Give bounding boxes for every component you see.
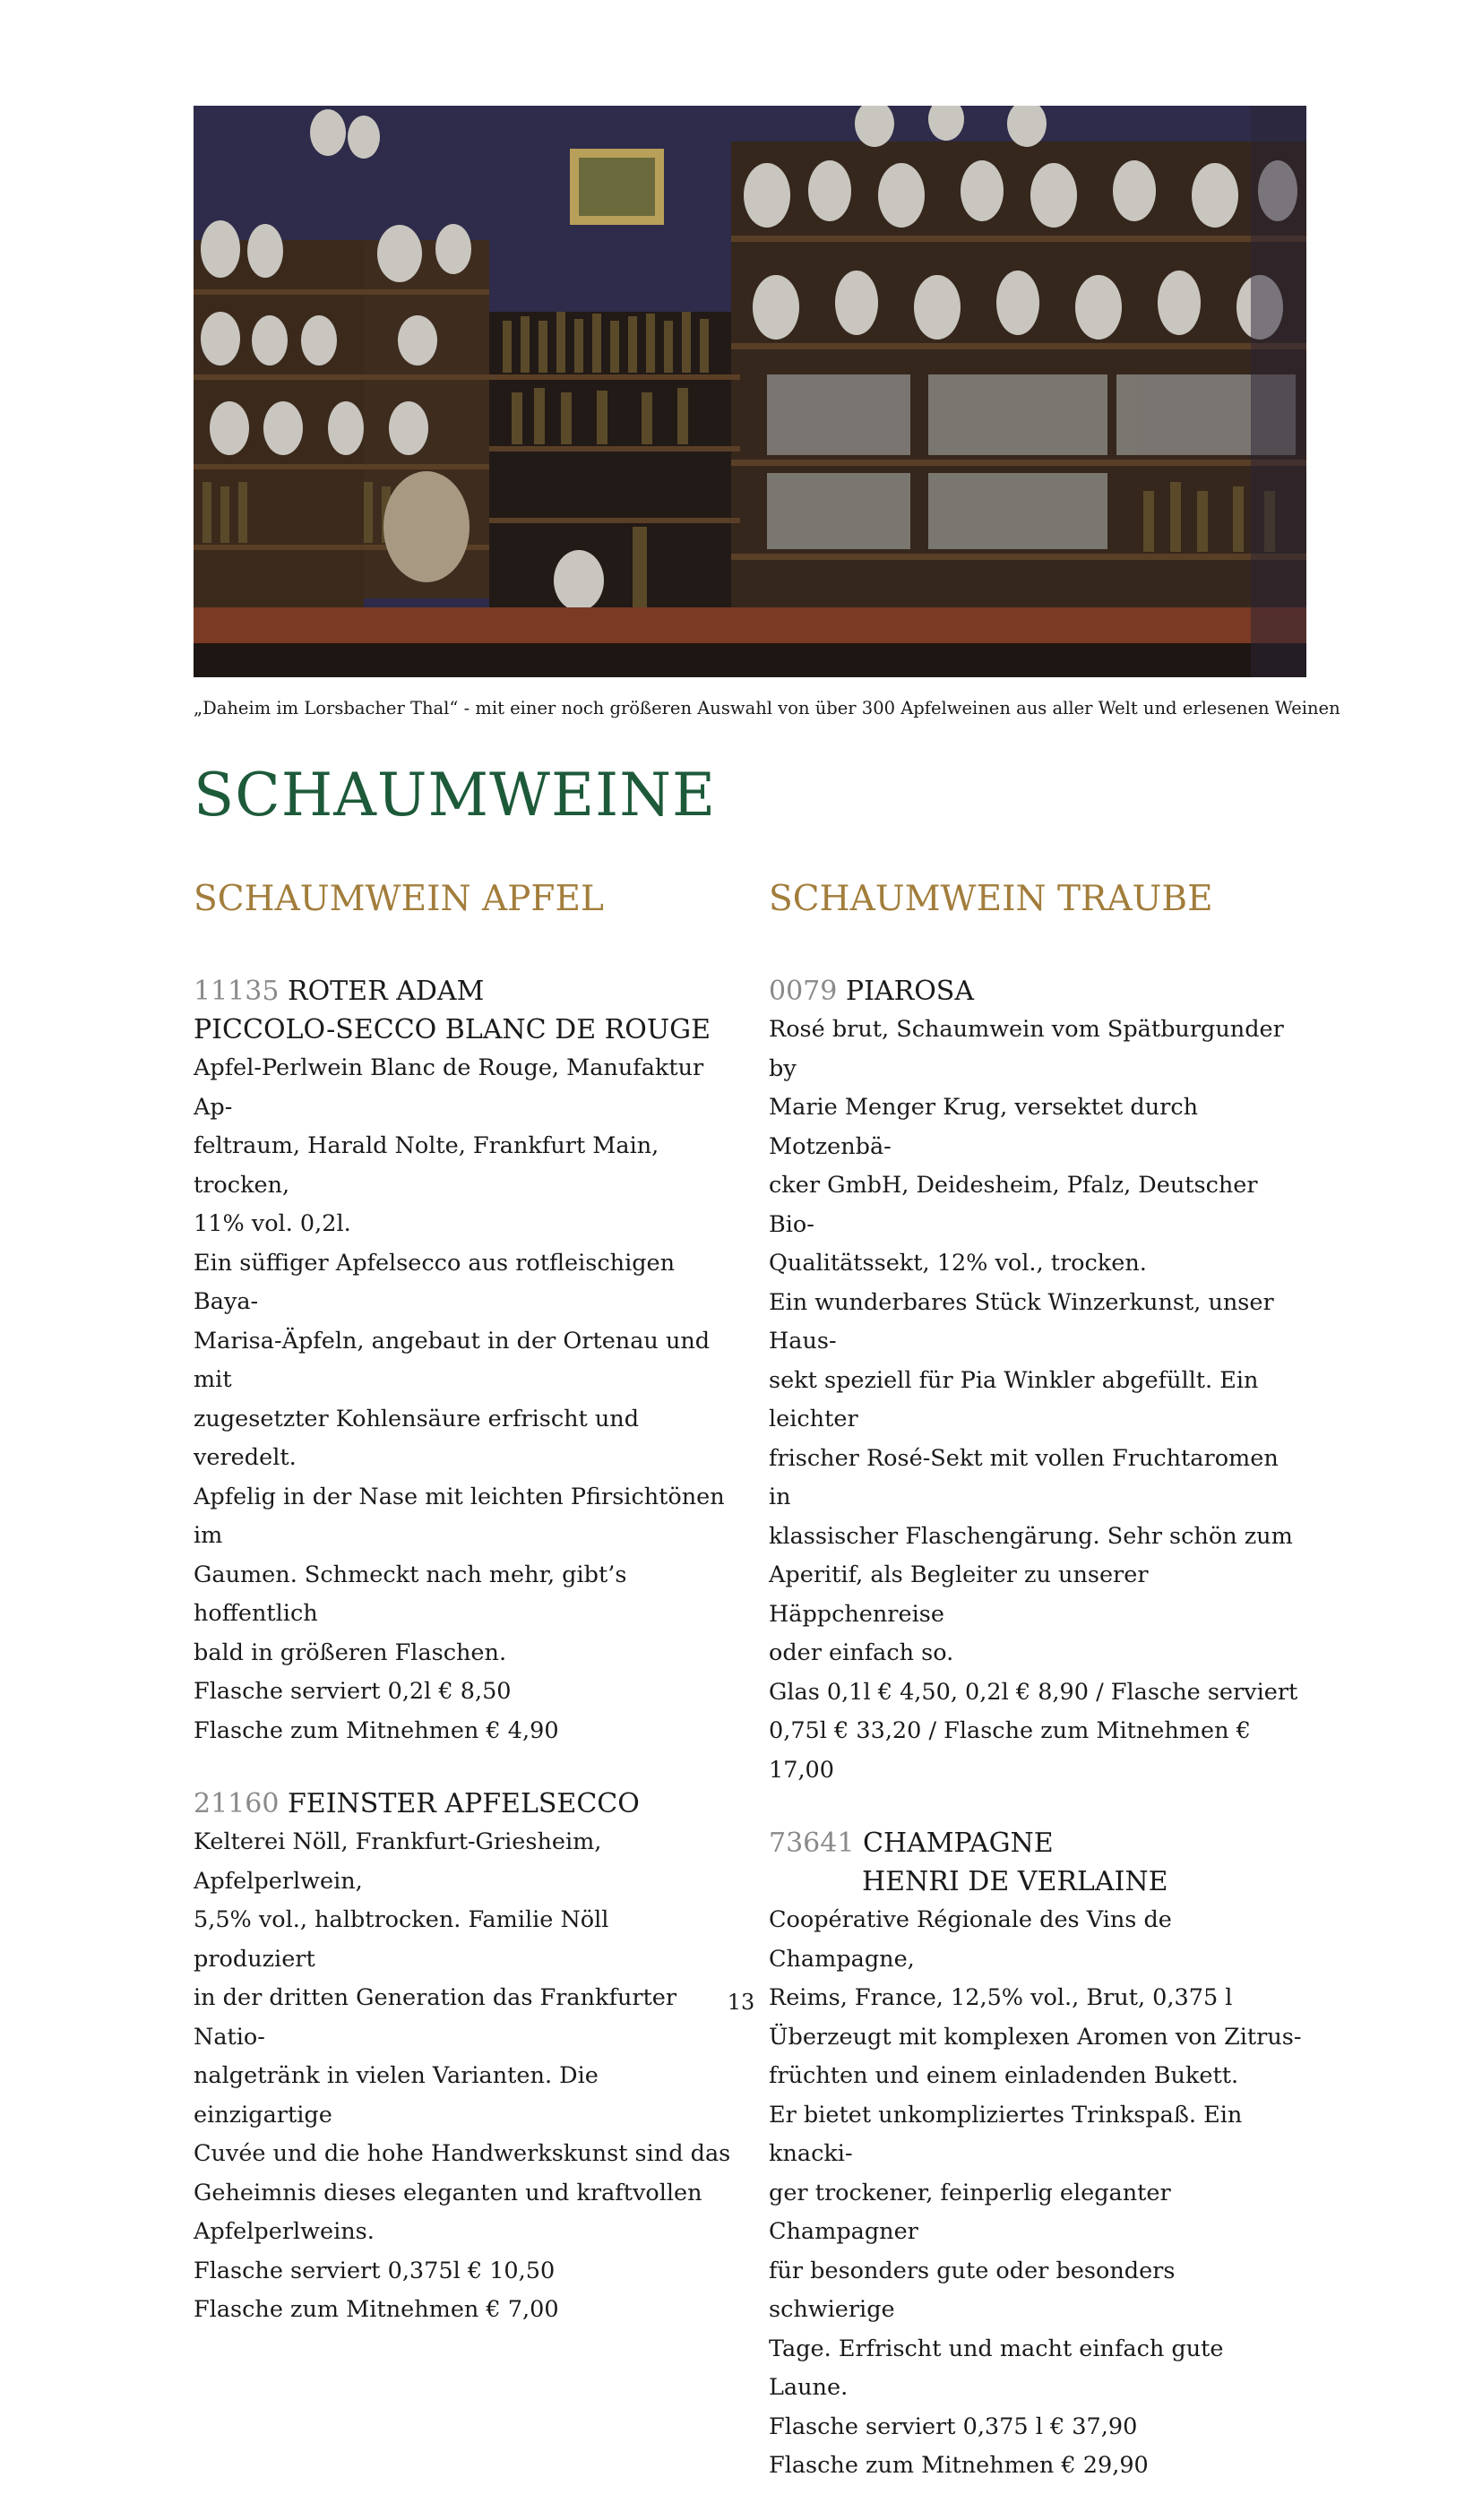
item-name: CHAMPAGNE [862,1828,1054,1859]
section-title: SCHAUMWEINE [194,761,717,830]
item-heading [194,972,731,1049]
column-schaumwein-traube [769,876,1306,2520]
item-number: 21160 [194,1788,280,1819]
item-name: PIAROSA [845,976,975,1007]
category-title: SCHAUMWEIN TRAUBE [769,879,1213,919]
item-description: Coopérative Régionale des Vins de Champagne, Reims, France, 12,5% vol., Brut, 0,375 l Überzeugt mit komplexen Aromen von Zitrus- früchten und einem einladenden Bukett. Er bietet unkompliziertes Trinkspaß. Ein knacki- ger trockener, feinperlig eleganter Champagner für besonders gute oder besonders schwierige Tage. Erfrischt und macht einfach gute Laune. Flasche serviert 0,375 l € 37,90 Flasche zum Mitnehmen € 29,90 [769,1906,1302,2479]
bar-shelves-photo [194,106,1306,677]
item-description: Apfel-Perlwein Blanc de Rouge, Manufaktur Ap- feltraum, Harald Nolte, Frankfurt Main, trocken, 11% vol. 0,2l. Ein süffiger Apfelsecco aus rotfleischigen Baya- Marisa-Äpfeln, angebaut in der Ortenau und mit zugesetzter Kohlensäure erfrischt und veredelt. Apfelig in der Nase mit leichten Pfirsichtönen im Gaumen. Schmeckt nach mehr, gibt’s hoffentlich bald in größeren Flaschen. Flasche serviert 0,2l € 8,50 Flasche zum Mitnehmen € 4,90 [194,1054,725,1744]
item-heading [769,972,1306,1011]
menu-item [194,1785,731,2330]
menu-item [769,972,1306,1790]
category-title: SCHAUMWEIN APFEL [194,879,604,919]
column-schaumwein-apfel [194,876,731,2364]
item-number: 0079 [769,976,838,1007]
menu-item [769,1824,1306,2486]
item-description: Rosé brut, Schaumwein vom Spätburgunder by Marie Menger Krug, versektet durch Motzenbä- cker GmbH, Deidesheim, Pfalz, Deutscher Bio- Qualitätssekt, 12% vol., trocken. Ein wunderbares Stück Winzerkunst, unser Haus- sekt speziell für Pia Winkler abgefüllt. Ein leichter frischer Rosé-Sekt mit vollen Fruchtaromen in klassischer Flaschengärung. Sehr schön zum Aperitif, als Begleiter zu unserer Häppchenreise oder einfach so. Glas 0,1l € 4,50, 0,2l € 8,90 / Flasche serviert 0,75l € 33,20 / Flasche zum Mitnehmen € 17,00 [769,1016,1298,1784]
item-heading [194,1785,731,1823]
photo-caption: „Daheim im Lorsbacher Thal“ - mit einer noch größeren Auswahl von über 300 Apfelweinen aus aller Welt und erlesenen Weinen [194,698,1340,718]
page-number: 13 [727,1990,755,2015]
item-description: Kelterei Nöll, Frankfurt-Griesheim, Apfelperlwein, 5,5% vol., halbtrocken. Familie Nöll produziert in der dritten Generation das Frankfurter Natio- nalgetränk in vielen Varianten. Die einzigartige Cuvée und die hohe Handwerkskunst sind das Geheimnis dieses eleganten und kraftvollen Apfelperlweins. Flasche serviert 0,375l € 10,50 Flasche zum Mitnehmen € 7,00 [194,1828,731,2323]
item-name: FEINSTER APFELSECCO [287,1788,640,1819]
menu-item [194,972,731,1750]
bar-photo-illustration [194,106,1306,677]
item-name-line2: PICCOLO-SECCO BLANC DE ROUGE [194,1014,711,1045]
item-name: ROTER ADAM [287,976,485,1007]
item-heading [769,1824,1306,1901]
item-number: 11135 [194,976,280,1007]
item-number: 73641 [769,1828,855,1859]
item-name-line2: HENRI DE VERLAINE [862,1866,1168,1897]
